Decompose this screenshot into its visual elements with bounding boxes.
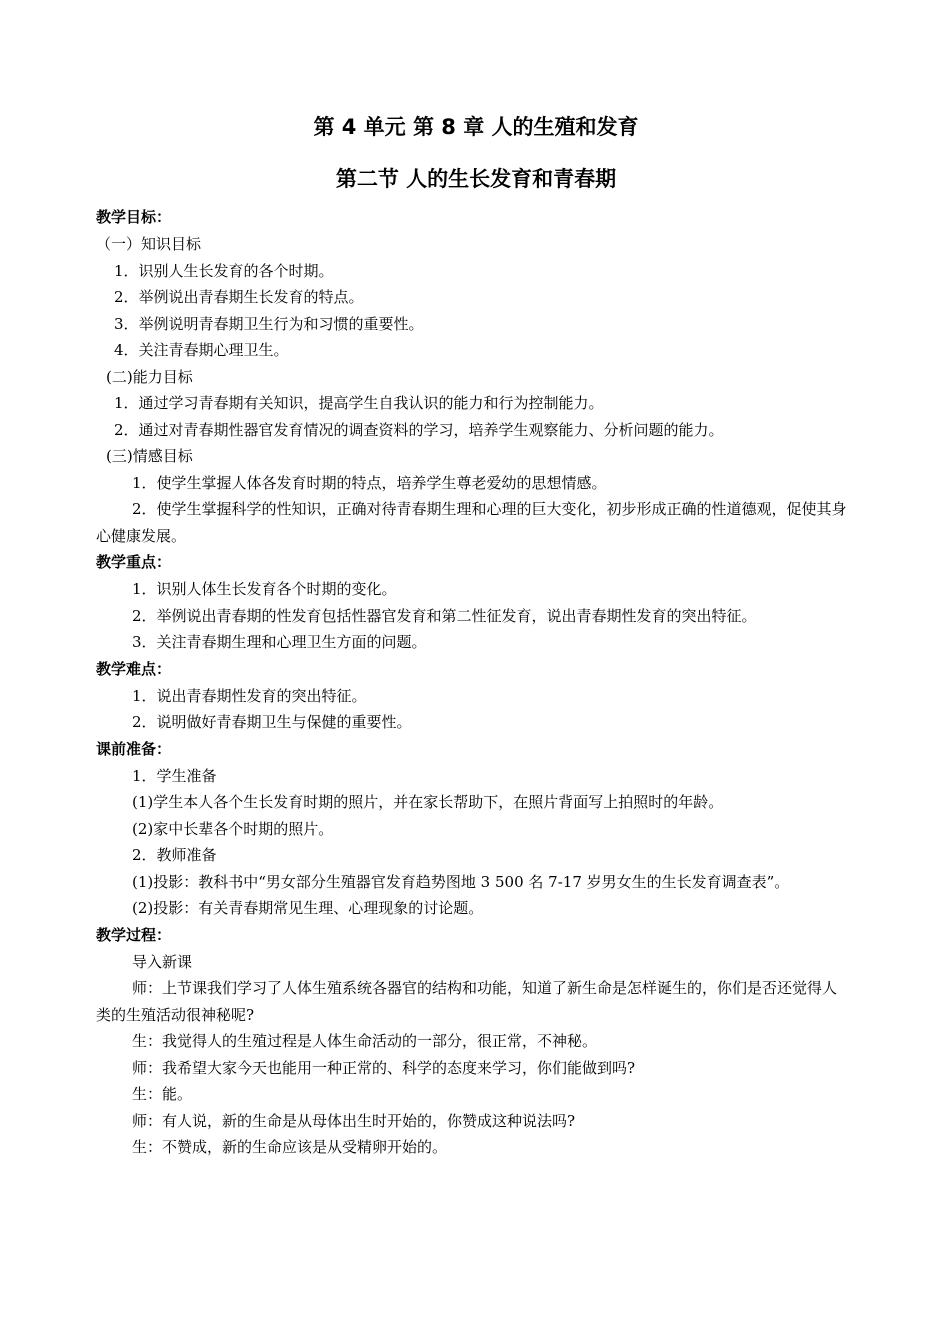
document-page bbox=[96, 112, 856, 1161]
process-heading: 教学过程： bbox=[96, 925, 172, 944]
list-item: (2)家中长辈各个时期的照片。 bbox=[132, 819, 334, 838]
list-item: (1)投影：教科书中“男女部分生殖器官发育趋势图地 3 500 名 7-17 岁男女生的生长发育调查表”。 bbox=[132, 872, 790, 891]
preparation-heading: 课前准备： bbox=[96, 739, 172, 758]
knowledge-goals-label: （一）知识目标 bbox=[96, 235, 202, 253]
dialogue-line: 生：能。 bbox=[132, 1085, 193, 1103]
dialogue-line: 师：上节课我们学习了人体生殖系统各器官的结构和功能，知道了新生命是怎样诞生的，你们是否还觉得人类的生殖活动很神秘呢? bbox=[96, 979, 838, 1024]
list-item: 1．使学生掌握人体各发育时期的特点，培养学生尊老爱幼的思想情感。 bbox=[132, 473, 607, 492]
ability-goals-label: (二)能力目标 bbox=[106, 367, 193, 386]
dialogue-line: 生：不赞成，新的生命应该是从受精卵开始的。 bbox=[132, 1138, 448, 1156]
list-item: 1．识别人体生长发育各个时期的变化。 bbox=[132, 580, 397, 598]
list-item: 2．举例说出青春期的性发育包括性器官发育和第二性征发育，说出青春期性发育的突出特征。 bbox=[132, 606, 757, 625]
difficulties-heading: 教学难点： bbox=[96, 659, 172, 678]
student-prep-label: 1．学生准备 bbox=[132, 766, 217, 785]
goals-heading: 教学目标： bbox=[96, 208, 172, 226]
section-title: 第二节 人的生长发育和青春期 bbox=[335, 167, 617, 191]
list-item: 1．通过学习青春期有关知识，提高学生自我认识的能力和行为控制能力。 bbox=[114, 394, 604, 412]
dialogue-line: 师：有人说，新的生命是从母体出生时开始的，你赞成这种说法吗? bbox=[132, 1111, 576, 1130]
key-points-heading: 教学重点： bbox=[96, 553, 172, 571]
list-item: 1．识别人生长发育的各个时期。 bbox=[114, 261, 334, 280]
list-item: 2．使学生掌握科学的性知识，正确对待青春期生理和心理的巨大变化，初步形成正确的性道德观，促使其身心健康发展。 bbox=[96, 500, 847, 545]
list-item: 3．举例说明青春期卫生行为和习惯的重要性。 bbox=[114, 314, 424, 333]
list-item: 3．关注青春期生理和心理卫生方面的问题。 bbox=[132, 633, 427, 651]
dialogue-line: 生：我觉得人的生殖过程是人体生命活动的一部分，很正常，不神秘。 bbox=[132, 1032, 598, 1050]
teacher-prep-label: 2．教师准备 bbox=[132, 846, 217, 864]
list-item: 2．说明做好青春期卫生与保健的重要性。 bbox=[132, 713, 412, 731]
list-item: (1)学生本人各个生长发育时期的照片，并在家长帮助下，在照片背面写上拍照时的年龄。 bbox=[132, 793, 724, 811]
list-item: 4．关注青春期心理卫生。 bbox=[114, 341, 289, 359]
list-item: (2)投影：有关青春期常见生理、心理现象的讨论题。 bbox=[132, 899, 484, 917]
document-title: 第 4 单元 第 8 章 人的生殖和发育 bbox=[313, 115, 639, 139]
list-item: 1．说出青春期性发育的突出特征。 bbox=[132, 686, 367, 705]
emotion-goals-label: (三)情感目标 bbox=[106, 447, 193, 465]
list-item: 2．通过对青春期性器官发育情况的调查资料的学习，培养学生观察能力、分析问题的能力。 bbox=[114, 420, 724, 439]
dialogue-line: 师：我希望大家今天也能用一种正常的、科学的态度来学习，你们能做到吗? bbox=[132, 1058, 636, 1077]
list-item: 2．举例说出青春期生长发育的特点。 bbox=[114, 288, 364, 306]
intro-label: 导入新课 bbox=[132, 952, 193, 971]
